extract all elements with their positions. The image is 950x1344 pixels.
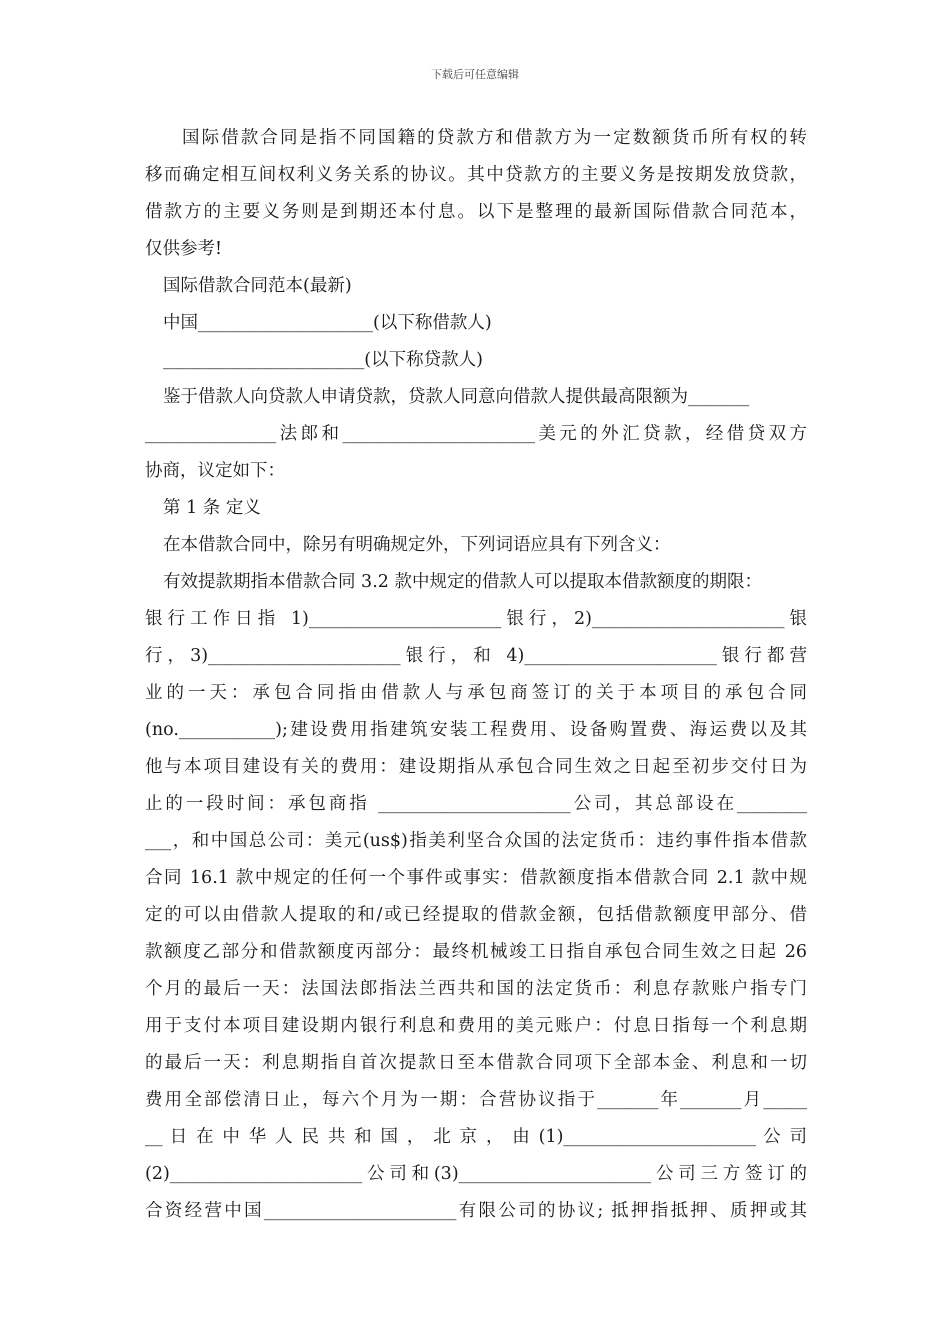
document-line: 的最后一天：利息期指自首次提款日至本借款合同项下全部本金、利息和一切 [145,1053,807,1073]
document-line: 用于支付本项目建设期内银行利息和费用的美元账户：付息日指每一个利息期 [145,1016,807,1036]
document-body [145,120,807,1230]
document-line: 定的可以由借款人提取的和/或已经提取的借款金额，包括借款额度甲部分、借 [145,905,807,925]
document-line: _______________法郎和______________________美元的外汇贷款，经借贷双方 [145,424,807,444]
document-line: __ 日 在 中 华 人 民 共 和 国 ， 北 京 ， 由 (1)______________________ 公 司 [145,1127,807,1147]
document-line: 合同 16.1 款中规定的任何一个事件或事实：借款额度指本借款合同 2.1 款中规 [145,868,807,888]
document-line: 国际借款合同是指不同国籍的贷款方和借款方为一定数额货币所有权的转 [182,128,807,148]
document-line: 协商，议定如下： [145,461,285,481]
document-line: 他与本项目建设有关的费用：建设期指从承包合同生效之日起至初步交付日为 [145,757,807,777]
document-line: ___，和中国总公司：美元(us$)指美利坚合众国的法定货币：违约事件指本借款 [145,831,807,851]
document-line: 行，3)______________________银行，和 4)______________________银行都营 [145,646,807,666]
document-line: 费用全部偿清日止，每六个月为一期：合营协议指于_______年_______月_____ [145,1090,807,1110]
document-line: 个月的最后一天：法国法郎指法兰西共和国的法定货币：利息存款账户指专门 [145,979,807,999]
document-line: 移而确定相互间权利义务关系的协议。其中贷款方的主要义务是按期发放贷款， [145,165,807,185]
document-line: 止的一段时间：承包商指 ______________________公司，其总部设在________ [145,794,807,814]
document-line: 鉴于借款人向贷款人申请贷款，贷款人同意向借款人提供最高限额为_______ [163,387,750,407]
document-line: 业的一天：承包合同指由借款人与承包商签订的关于本项目的承包合同 [145,683,807,703]
document-line: 银行工作日指 1)______________________银行，2)______________________银 [145,609,807,629]
document-line: _______________________(以下称贷款人) [163,350,483,370]
document-line: 国际借款合同范本(最新) [163,276,352,296]
document-line: 第 1 条 定义 [163,498,261,518]
document-line: (no.___________);建设费用指建筑安装工程费用、设备购置费、海运费以及其 [145,720,807,740]
document-line: (2)______________________公司和(3)______________________公司三方签订的 [145,1164,807,1184]
document-line: 借款方的主要义务则是到期还本付息。以下是整理的最新国际借款合同范本， [145,202,807,222]
document-line: 款额度乙部分和借款额度丙部分：最终机械竣工日指自承包合同生效之日起 26 [145,942,807,962]
document-line: 在本借款合同中，除另有明确规定外，下列词语应具有下列含义： [163,535,671,555]
document-line: 合资经营中国______________________有限公司的协议; 抵押指抵押、质押或其 [145,1201,807,1221]
document-line: 有效提款期指本借款合同 3.2 款中规定的借款人可以提取本借款额度的期限： [163,572,762,592]
document-line: 中国____________________(以下称借款人) [163,313,492,333]
page-header-note: 下载后可任意编辑 [431,68,519,81]
document-line: 仅供参考! [145,239,223,259]
